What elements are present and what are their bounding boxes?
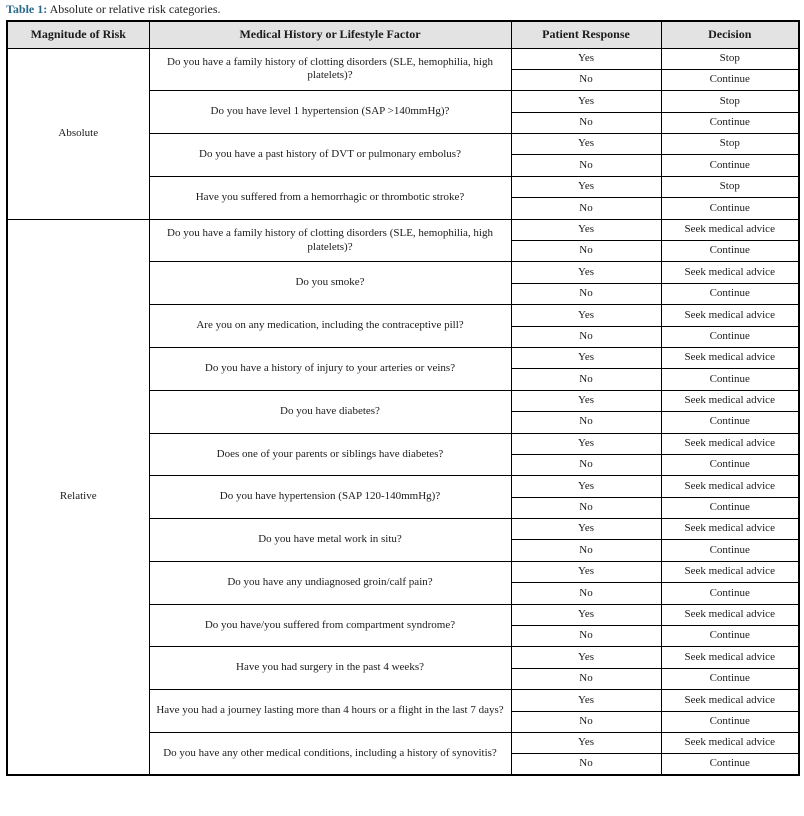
decision-cell: Seek medical advice bbox=[661, 690, 799, 711]
decision-cell: Stop bbox=[661, 91, 799, 112]
decision-cell: Continue bbox=[661, 155, 799, 176]
question-cell: Have you had a journey lasting more than 4 hours or a flight in the last 7 days? bbox=[149, 690, 511, 733]
question-cell: Are you on any medication, including the contraceptive pill? bbox=[149, 305, 511, 348]
question-cell: Do you have level 1 hypertension (SAP >140mmHg)? bbox=[149, 91, 511, 134]
question-cell: Do you have any other medical conditions, including a history of synovitis? bbox=[149, 733, 511, 776]
decision-cell: Seek medical advice bbox=[661, 604, 799, 625]
response-cell: No bbox=[511, 283, 661, 304]
decision-cell: Continue bbox=[661, 454, 799, 475]
decision-cell: Continue bbox=[661, 497, 799, 518]
question-cell: Have you suffered from a hemorrhagic or thrombotic stroke? bbox=[149, 176, 511, 219]
response-cell: No bbox=[511, 198, 661, 219]
decision-cell: Continue bbox=[661, 112, 799, 133]
response-cell: Yes bbox=[511, 690, 661, 711]
decision-cell: Continue bbox=[661, 711, 799, 732]
response-cell: Yes bbox=[511, 262, 661, 283]
decision-cell: Continue bbox=[661, 754, 799, 775]
response-cell: Yes bbox=[511, 134, 661, 155]
decision-cell: Seek medical advice bbox=[661, 647, 799, 668]
response-cell: No bbox=[511, 583, 661, 604]
question-cell: Do you have metal work in situ? bbox=[149, 519, 511, 562]
table-row bbox=[7, 219, 799, 240]
table-caption-text: Absolute or relative risk categories. bbox=[49, 2, 221, 16]
decision-cell: Seek medical advice bbox=[661, 476, 799, 497]
response-cell: No bbox=[511, 626, 661, 647]
table-row bbox=[7, 48, 799, 69]
response-cell: No bbox=[511, 497, 661, 518]
response-cell: Yes bbox=[511, 433, 661, 454]
decision-cell: Seek medical advice bbox=[661, 519, 799, 540]
decision-cell: Seek medical advice bbox=[661, 733, 799, 754]
decision-cell: Continue bbox=[661, 583, 799, 604]
response-cell: No bbox=[511, 454, 661, 475]
decision-cell: Continue bbox=[661, 69, 799, 90]
decision-cell: Seek medical advice bbox=[661, 262, 799, 283]
response-cell: No bbox=[511, 112, 661, 133]
question-cell: Do you smoke? bbox=[149, 262, 511, 305]
decision-cell: Continue bbox=[661, 540, 799, 561]
response-cell: No bbox=[511, 69, 661, 90]
decision-cell: Continue bbox=[661, 369, 799, 390]
response-cell: Yes bbox=[511, 176, 661, 197]
response-cell: No bbox=[511, 241, 661, 262]
response-cell: Yes bbox=[511, 305, 661, 326]
decision-cell: Stop bbox=[661, 48, 799, 69]
question-cell: Do you have a family history of clotting disorders (SLE, hemophilia, high platelets)? bbox=[149, 48, 511, 91]
response-cell: No bbox=[511, 155, 661, 176]
question-cell: Does one of your parents or siblings have diabetes? bbox=[149, 433, 511, 476]
decision-cell: Continue bbox=[661, 668, 799, 689]
response-cell: Yes bbox=[511, 91, 661, 112]
response-cell: No bbox=[511, 540, 661, 561]
decision-cell: Seek medical advice bbox=[661, 390, 799, 411]
question-cell: Do you have diabetes? bbox=[149, 390, 511, 433]
decision-cell: Stop bbox=[661, 176, 799, 197]
decision-cell: Seek medical advice bbox=[661, 219, 799, 240]
table-caption bbox=[6, 2, 798, 16]
question-cell: Do you have/you suffered from compartment syndrome? bbox=[149, 604, 511, 647]
response-cell: No bbox=[511, 711, 661, 732]
header-patient-response: Patient Response bbox=[511, 21, 661, 48]
response-cell: No bbox=[511, 369, 661, 390]
header-medical-history: Medical History or Lifestyle Factor bbox=[149, 21, 511, 48]
decision-cell: Continue bbox=[661, 326, 799, 347]
decision-cell: Continue bbox=[661, 241, 799, 262]
question-cell: Do you have a past history of DVT or pulmonary embolus? bbox=[149, 134, 511, 177]
response-cell: No bbox=[511, 412, 661, 433]
question-cell: Do you have a family history of clotting disorders (SLE, hemophilia, high platelets)? bbox=[149, 219, 511, 262]
response-cell: Yes bbox=[511, 390, 661, 411]
response-cell: Yes bbox=[511, 733, 661, 754]
decision-cell: Seek medical advice bbox=[661, 433, 799, 454]
question-cell: Do you have a history of injury to your arteries or veins? bbox=[149, 347, 511, 390]
header-decision: Decision bbox=[661, 21, 799, 48]
response-cell: Yes bbox=[511, 604, 661, 625]
response-cell: No bbox=[511, 754, 661, 775]
response-cell: No bbox=[511, 668, 661, 689]
decision-cell: Continue bbox=[661, 283, 799, 304]
magnitude-cell-absolute: Absolute bbox=[7, 48, 149, 219]
decision-cell: Continue bbox=[661, 412, 799, 433]
decision-cell: Seek medical advice bbox=[661, 305, 799, 326]
response-cell: Yes bbox=[511, 476, 661, 497]
question-cell: Do you have hypertension (SAP 120-140mmHg)? bbox=[149, 476, 511, 519]
response-cell: Yes bbox=[511, 219, 661, 240]
risk-table bbox=[6, 20, 800, 776]
decision-cell: Continue bbox=[661, 626, 799, 647]
response-cell: Yes bbox=[511, 647, 661, 668]
response-cell: Yes bbox=[511, 347, 661, 368]
response-cell: Yes bbox=[511, 561, 661, 582]
decision-cell: Stop bbox=[661, 134, 799, 155]
response-cell: Yes bbox=[511, 519, 661, 540]
question-cell: Have you had surgery in the past 4 weeks? bbox=[149, 647, 511, 690]
response-cell: No bbox=[511, 326, 661, 347]
header-magnitude-of-risk: Magnitude of Risk bbox=[7, 21, 149, 48]
header-row bbox=[7, 21, 799, 48]
decision-cell: Continue bbox=[661, 198, 799, 219]
decision-cell: Seek medical advice bbox=[661, 561, 799, 582]
decision-cell: Seek medical advice bbox=[661, 347, 799, 368]
question-cell: Do you have any undiagnosed groin/calf pain? bbox=[149, 561, 511, 604]
response-cell: Yes bbox=[511, 48, 661, 69]
table-caption-label: Table 1: bbox=[6, 2, 48, 16]
magnitude-cell-relative: Relative bbox=[7, 219, 149, 775]
